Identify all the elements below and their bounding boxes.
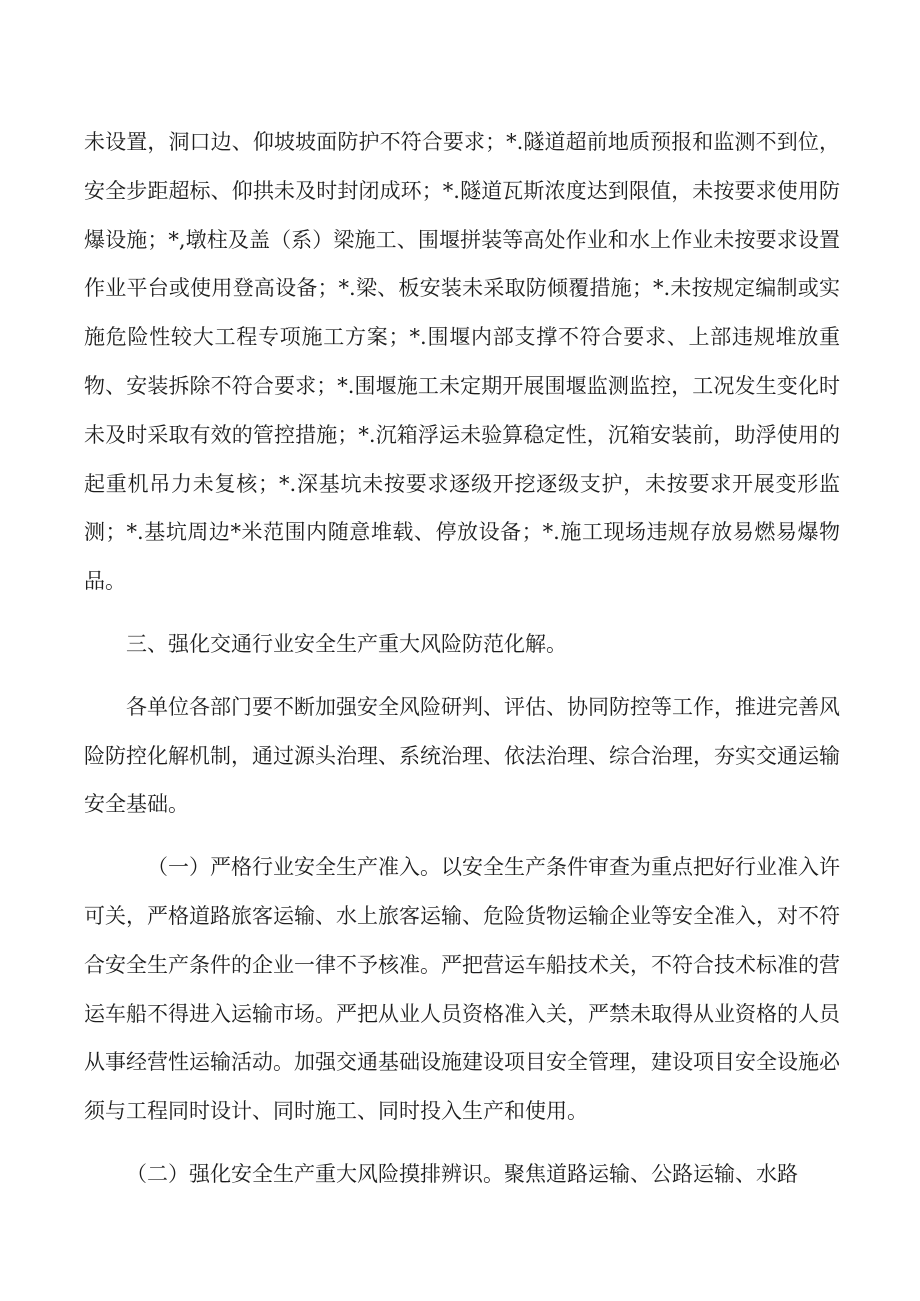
document-body xyxy=(84,118,840,1199)
section-heading-three: 三、强化交通行业安全生产重大风险防范化解。 xyxy=(126,631,567,656)
paragraph-continuation: 未设置，洞口边、仰坡坡面防护不符合要求；*.隧道超前地质预报和监测不到位，安全步距超标、仰拱未及时封闭成环；*.隧道瓦斯浓度达到限值，未按要求使用防爆设施；*,墩柱及盖（系）梁施工、围堰拼装等高处作业和水上作业未按要求设置作业平台或使用登高设备；*.梁、板安装未采取防倾覆措施；*.未按规定编制或实施危险性较大工程专项施工方案；*.围堰内部支撑不符合要求、上部违规堆放重物、安装拆除不符合要求；*.围堰施工未定期开展围堰监测监控，工况发生变化时未及时采取有效的管控措施；*.沉箱浮运未验算稳定性，沉箱安装前，助浮使用的起重机吊力未复核；*.深基坑未按要求逐级开挖逐级支护，未按要求开展变形监测；*.基坑周边*米范围内随意堆载、停放设备；*.施工现场违规存放易燃易爆物品。 xyxy=(84,130,840,594)
paragraph-intro: 各单位各部门要不断加强安全风险研判、评估、协同防控等工作，推进完善风险防控化解机制，通过源头治理、系统治理、依法治理、综合治理，夯实交通运输安全基础。 xyxy=(84,694,840,817)
paragraph-item-one: （一）严格行业安全生产准入。以安全生产条件审查为重点把好行业准入许可关，严格道路旅客运输、水上旅客运输、危险货物运输企业等安全准入，对不符合安全生产条件的企业一律不予核准。严把营运车船技术关，不符合技术标准的营运车船不得进入运输市场。严把从业人员资格准入关，严禁未取得从业资格的人员从事经营性运输活动。加强交通基础设施建设项目安全管理，建设项目安全设施必须与工程同时设计、同时施工、同时投入生产和使用。 xyxy=(84,855,840,1124)
paragraph-item-two: （二）强化安全生产重大风险摸排辨识。聚焦道路运输、公路运输、水路 xyxy=(126,1161,798,1186)
